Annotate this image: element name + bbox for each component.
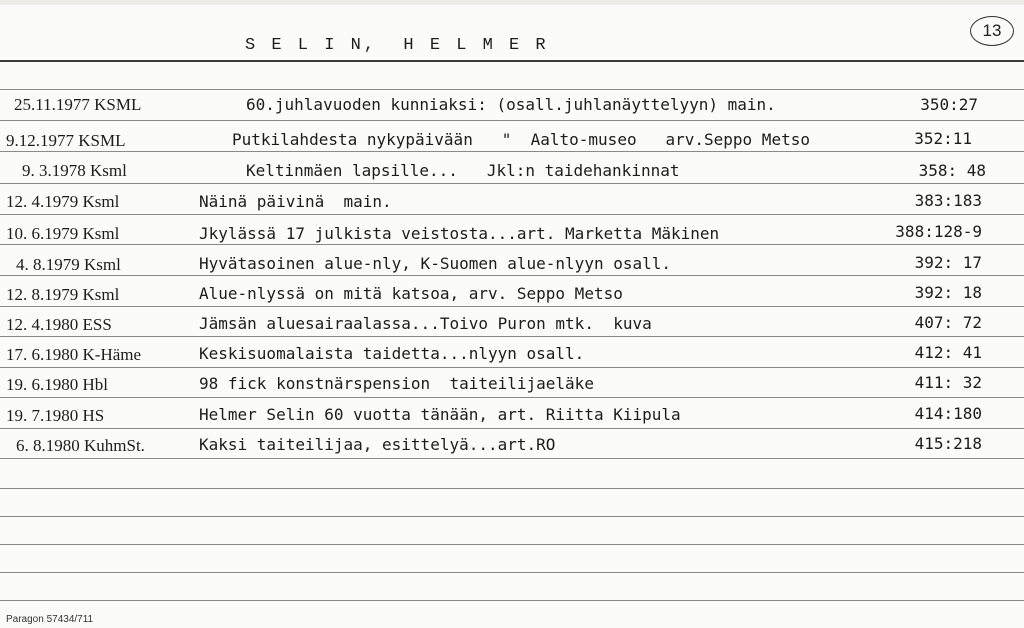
ruled-line <box>0 336 1024 337</box>
entry-reference: 392: 17 <box>914 253 982 272</box>
entry-title: Kaksi taiteilijaa, esittelyä...art.RO <box>199 435 556 454</box>
ruled-line <box>0 89 1024 90</box>
ruled-line <box>0 516 1024 517</box>
entry-title: 60.juhlavuoden kunniaksi: (osall.juhlanäyttelyyn) main. <box>246 95 776 114</box>
entry-reference: 352:11 <box>914 129 972 148</box>
entry-title: Alue-nlyssä on mitä katsoa, arv. Seppo Metso <box>199 284 623 303</box>
entry-reference: 415:218 <box>914 434 982 453</box>
entry-title: Jämsän aluesairaalassa...Toivo Puron mtk. kuva <box>199 314 652 333</box>
card-title: S E L I N, H E L M E R <box>245 36 549 55</box>
ruled-line <box>0 488 1024 489</box>
entry-reference: 414:180 <box>914 404 982 423</box>
entry-reference: 411: 32 <box>914 373 982 392</box>
entry-reference: 350:27 <box>920 95 978 114</box>
entry-reference: 358: 48 <box>918 161 986 180</box>
entry-date: 12. 4.1979 Ksml <box>6 192 120 211</box>
print-mark: Paragon 57434/711 <box>6 614 94 625</box>
ruled-line <box>0 183 1024 184</box>
entry-title: Keskisuomalaista taidetta...nlyyn osall. <box>199 344 585 363</box>
page-number-circle: 13 <box>970 16 1014 46</box>
ruled-line <box>0 572 1024 573</box>
entry-date: 17. 6.1980 K-Häme <box>6 345 142 364</box>
ruled-line <box>0 544 1024 545</box>
entry-date: 25.11.1977 KSML <box>14 95 142 114</box>
entry-title: Helmer Selin 60 vuotta tänään, art. Riitta Kiipula <box>199 405 681 424</box>
entry-date: 12. 8.1979 Ksml <box>6 285 120 304</box>
entry-date: 19. 7.1980 HS <box>6 406 105 425</box>
entry-date: 9.12.1977 KSML <box>6 131 126 150</box>
entry-title: Keltinmäen lapsille... Jkl:n taidehankinnat <box>246 161 680 180</box>
entry-reference: 388:128-9 <box>895 222 982 241</box>
entry-date: 12. 4.1980 ESS <box>6 315 112 334</box>
ruled-line <box>0 151 1024 152</box>
entry-title: 98 fick konstnärspension taiteilijaeläke <box>199 374 594 393</box>
entry-title: Jkylässä 17 julkista veistosta...art. Marketta Mäkinen <box>199 224 720 243</box>
header-rule <box>0 60 1024 62</box>
card-top-edge <box>0 0 1024 5</box>
entry-reference: 383:183 <box>914 191 982 210</box>
entry-date: 4. 8.1979 Ksml <box>16 255 121 274</box>
ruled-line <box>0 428 1024 429</box>
ruled-line <box>0 458 1024 459</box>
entry-date: 6. 8.1980 KuhmSt. <box>16 436 145 455</box>
entry-reference: 392: 18 <box>914 283 982 302</box>
entry-date: 10. 6.1979 Ksml <box>6 224 120 243</box>
ruled-line <box>0 214 1024 215</box>
entry-title: Hyvätasoinen alue-nly, K-Suomen alue-nlyyn osall. <box>199 254 672 273</box>
ruled-line <box>0 306 1024 307</box>
ruled-line <box>0 600 1024 601</box>
ruled-line <box>0 244 1024 245</box>
entry-title: Näinä päivinä main. <box>199 192 392 211</box>
ruled-line <box>0 367 1024 368</box>
entry-date: 9. 3.1978 Ksml <box>22 161 127 180</box>
entry-title: Putkilahdesta nykypäivään " Aalto-museo arv.Seppo Metso <box>232 130 810 149</box>
entry-date: 19. 6.1980 Hbl <box>6 375 108 394</box>
ruled-line <box>0 275 1024 276</box>
entry-reference: 407: 72 <box>914 313 982 332</box>
ruled-line <box>0 120 1024 121</box>
ruled-line <box>0 397 1024 398</box>
entry-reference: 412: 41 <box>914 343 982 362</box>
